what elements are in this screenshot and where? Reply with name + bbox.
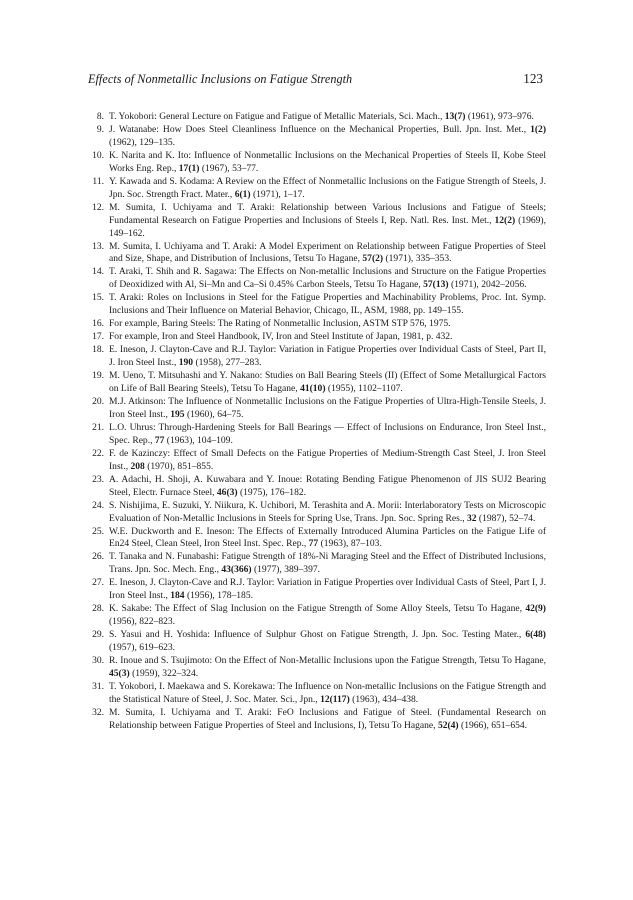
reference-volume: 184 [170,590,185,602]
reference-citation: A. Adachi, H. Shoji, A. Kuwabara and Y. Inoue: Rotating Bending Fatigue Phenomenon of JIS SUJ2 Bearing Steel, Electr. Furnace Steel, [109,473,546,498]
reference-number: 17. [92,331,104,343]
reference-volume: 6(1) [234,188,251,200]
reference-citation: E. Ineson, J. Clayton-Cave and R.J. Taylor: Variation in Fatigue Properties over Individual Casts of Steel, Part I, J. Iron Steel Inst., [109,577,547,602]
reference-number: 12. [92,201,104,213]
reference-pages: (1958), 277–283. [193,357,262,369]
reference-volume: 17(1) [178,162,200,174]
reference-citation: W.E. Duckworth and E. Ineson: The Effects of Externally Introduced Alumina Particles on the Fatigue Life of En24 Steel, Clean Steel, Iron Steel Inst. Spec. Rep., [109,525,546,550]
reference-number: 10. [92,149,104,161]
reference-pages: (1969), 149–162. [109,214,546,239]
reference-pages: (1967), 53–77. [199,162,259,174]
reference-item [88,370,546,396]
reference-number: 8. [96,111,104,122]
reference-text [109,150,546,176]
reference-volume: 6(48) [525,629,546,641]
reference-citation: M. Sumita, I. Uchiyama and T. Araki: A Model Experiment on Relationship between Fatigue Properties of Steel and Size, Shape, and Distribution of Inclusions, Tetsu To Hagane, [109,240,546,265]
reference-number: 26. [92,551,104,563]
reference-text [109,422,546,448]
reference-text [109,500,546,526]
reference-volume: 57(2) [362,253,384,265]
reference-text [109,526,546,552]
reference-text [109,396,546,422]
reference-volume: 208 [130,460,145,472]
reference-pages: (1957), 619–623. [109,642,176,654]
reference-volume: 42(9) [525,603,546,615]
reference-list [88,111,546,733]
reference-volume: 12(2) [494,214,516,226]
reference-text [109,448,546,474]
reference-text [109,202,546,241]
reference-pages: (1987), 52–74. [476,512,536,524]
reference-number: 27. [92,577,104,589]
reference-item [88,176,546,202]
reference-item [88,331,546,344]
reference-number: 29. [92,629,104,641]
reference-item [88,318,546,331]
reference-pages: (1971), 1–17. [250,188,305,200]
reference-text [109,318,546,331]
reference-item [88,551,546,577]
reference-item [88,500,546,526]
reference-volume: 46(3) [216,486,238,498]
reference-text [109,176,546,202]
running-title: Effects of Nonmetallic Inclusions on Fatigue Strength [88,72,353,86]
reference-number: 25. [92,525,104,537]
reference-item [88,603,546,629]
reference-text [109,124,546,150]
reference-volume: 190 [178,357,194,369]
reference-citation: K. Sakabe: The Effect of Slag Inclusion on the Fatigue Strength of Some Alloy Steels, Tetsu To Hagane, [109,603,526,615]
reference-number: 16. [92,318,104,330]
reference-number: 32. [92,706,104,718]
reference-pages: (1961), 973–976. [465,111,534,122]
reference-text [109,707,546,733]
reference-number: 21. [92,421,104,433]
reference-number: 30. [92,655,104,667]
reference-text [109,241,546,267]
reference-citation: T. Yokobori, I. Maekawa and S. Korekawa: The Influence on Non-metallic Inclusions on the Fatigue Strength and the Statistical Nature of Steel, J. Soc. Mater. Sci., Jpn., [109,680,546,705]
reference-text [109,603,546,629]
reference-citation: Y. Kawada and S. Kodama: A Review on the Effect of Nonmetallic Inclusions on the Fatigue Strength of Steels, J. Jpn. Soc. Strength Fract. Mater., [109,175,546,200]
reference-text [109,111,546,124]
reference-pages: (1962), 129–135. [109,136,176,148]
reference-volume: 32 [467,512,477,524]
reference-pages: (1955), 1102–1107. [325,383,403,395]
reference-item [88,526,546,552]
reference-number: 15. [92,292,104,304]
reference-item [88,241,546,267]
reference-item [88,422,546,448]
reference-pages: (1963), 87–103. [318,538,382,550]
reference-volume: 13(7) [444,111,466,122]
reference-item [88,150,546,176]
reference-item [88,124,546,150]
reference-item [88,344,546,370]
reference-citation: M. Ueno, T. Mitsuhashi and Y. Nakano: Studies on Ball Bearing Steels (II) (Effect of Some Metallurgical Factors on Life of Ball Bearing Steels), Tetsu To Hagane, [109,370,546,395]
reference-item [88,577,546,603]
reference-text [109,331,546,344]
reference-number: 20. [92,395,104,407]
reference-text [109,292,546,318]
reference-number: 9. [96,123,104,135]
reference-text [109,681,546,707]
reference-number: 31. [92,680,104,692]
reference-item [88,266,546,292]
reference-text [109,474,546,500]
reference-item [88,396,546,422]
reference-number: 28. [92,603,104,615]
reference-item [88,681,546,707]
reference-number: 18. [92,344,104,356]
reference-volume: 77 [308,538,319,550]
reference-text [109,629,546,655]
reference-citation: M. Sumita, I. Uchiyama and T. Araki: FeO Inclusions and Fatigue of Steel. (Fundamental Research on Relationship between Fatigue Properties of Steel and Inclusions, I), Tetsu To Hagane, [109,706,546,731]
reference-text [109,266,546,292]
reference-number: 14. [92,266,104,278]
reference-item [88,707,546,733]
reference-pages: (1959), 322–324. [129,667,199,679]
reference-pages: (1963), 434–438. [349,693,419,705]
reference-volume: 77 [154,434,165,446]
reference-item [88,655,546,681]
reference-pages: (1975), 176–182. [237,486,307,498]
reference-volume: 41(10) [300,383,326,395]
page-number: 123 [523,71,543,86]
reference-pages: (1956), 822–823. [109,616,176,628]
reference-pages: (1966), 651–654. [458,719,528,731]
reference-number: 19. [92,370,104,382]
reference-pages: (1956), 178–185. [184,590,253,602]
reference-citation: M. Sumita, I. Uchiyama and T. Araki: Relationship between Various Inclusions and Fatigue of Steels; Fundamental Research on Fatigue Properties and Inclusions of Steels I, Rep. Natl. Res. Inst. Met., [109,201,546,226]
reference-citation: L.O. Uhrus: Through-Hardening Steels for Ball Bearings — Effect of Inclusions on Endurance, Iron Steel Inst., Spec. Rep., [109,421,546,446]
reference-volume: 12(117) [320,693,350,705]
reference-item [88,202,546,241]
reference-citation: R. Inoue and S. Tsujimoto: On the Effect of Non-Metallic Inclusions upon the Fatigue Strength, Tetsu To Hagane, [109,655,546,667]
reference-citation: F. de Kazinczy: Effect of Small Defects on the Fatigue Properties of Medium-Strength Cast Steel, J. Iron Steel Inst., [109,447,546,472]
reference-pages: (1963), 104–109. [164,434,233,446]
reference-volume: 52(4) [437,719,459,731]
reference-number: 24. [92,499,104,511]
reference-pages: (1971), 335–353. [383,253,452,265]
reference-volume: 43(366) [221,564,252,576]
reference-item [88,474,546,500]
reference-text [109,344,546,370]
reference-citation: T. Araki: Roles on Inclusions in Steel for the Fatigue Properties and Machinability Problems, Proc. Int. Symp. Inclusions and Their Influence on Material Behavior, Chicago, IL, ASM, 1988, pp. 149–155. [109,292,546,317]
reference-volume: 195 [170,408,185,420]
reference-citation: T. Tanaka and N. Funabashi: Fatigue Strength of 18%-Ni Maraging Steel and the Effect of Distributed Inclusions, Trans. Jpn. Soc. Mech. Eng., [109,551,546,576]
reference-citation: For example, Baring Steels: The Rating of Nonmetallic Inclusion, ASTM STP 576, 1975. [109,318,451,330]
reference-item [88,111,546,124]
reference-citation: For example, Iron and Steel Handbook, IV, Iron and Steel Institute of Japan, 1981, p. 432. [109,331,453,343]
page-header [88,71,543,89]
reference-citation: S. Yasui and H. Yoshida: Influence of Sulphur Ghost on Fatigue Strength, J. Jpn. Soc. Testing Mater., [109,629,526,641]
reference-volume: 57(13) [423,279,449,291]
reference-pages: (1977), 389–397. [251,564,321,576]
reference-citation: S. Nishijima, E. Suzuki, Y. Niikura, K. Uchibori, M. Terashita and A. Morii: Interlaboratory Tests on Microscopic Evaluation of Non-Metallic Inclusions in Steels for Spring Use, Trans. Jpn. Soc. Spring Res., [109,499,546,524]
reference-citation: M.J. Atkinson: The Influence of Nonmetallic Inclusions on the Fatigue Properties of Ultra-High-Tensile Steels, J. Iron Steel Inst., [109,395,546,420]
reference-volume: 45(3) [109,667,130,679]
reference-pages: (1960), 64–75. [184,408,244,420]
reference-citation: T. Yokobori: General Lecture on Fatigue and Fatigue of Metallic Materials, Sci. Mach., [109,111,445,122]
reference-text [109,577,546,603]
reference-number: 11. [92,175,104,187]
reference-text [109,551,546,577]
reference-citation: K. Narita and K. Ito: Influence of Nonmetallic Inclusions on the Mechanical Properties of Steels II, Kobe Steel Works Eng. Rep., [109,149,546,174]
reference-volume: 1(2) [530,123,546,135]
reference-number: 13. [92,240,104,252]
reference-number: 22. [92,447,104,459]
reference-item [88,292,546,318]
reference-item [88,448,546,474]
reference-pages: (1970), 851–855. [144,460,214,472]
reference-item [88,629,546,655]
reference-pages: (1971), 2042–2056. [448,279,527,291]
reference-citation: T. Araki, T. Shih and R. Sagawa: The Effects on Non-metallic Inclusions and Structure on the Fatigue Properties of Deoxidized with Al, Si–Mn and Ca–Si 0.45% Carbon Steels, Tetsu To Hagane, [109,266,546,291]
reference-citation: J. Watanabe: How Does Steel Cleanliness Influence on the Mechanical Properties, Bull. Jpn. Inst. Met., [109,123,531,135]
reference-text [109,370,546,396]
reference-citation: E. Ineson, J. Clayton-Cave and R.J. Taylor: Variation in Fatigue Properties over Individual Casts of Steel, Part II, J. Iron Steel Inst., [109,344,546,369]
reference-number: 23. [92,473,104,485]
reference-text [109,655,546,681]
